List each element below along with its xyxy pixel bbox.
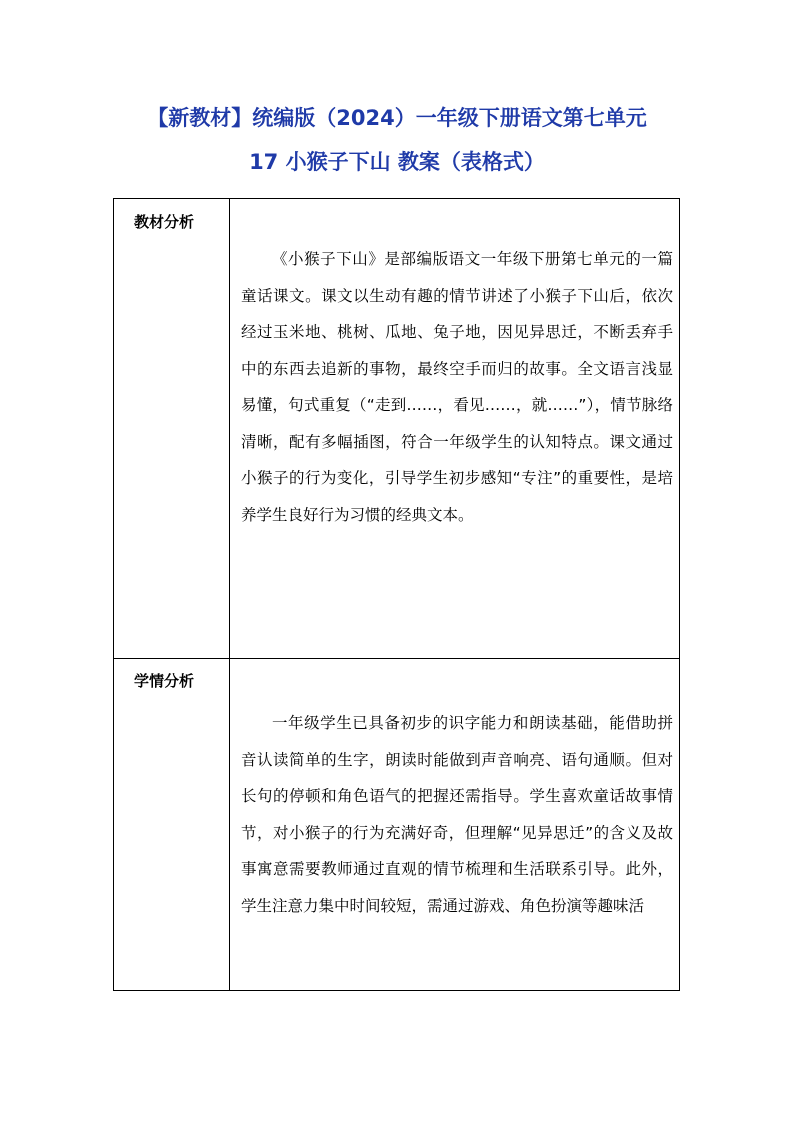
- row-label-student-analysis: 学情分析: [134, 672, 195, 690]
- document-title-line1: 【新教材】统编版（2024）一年级下册语文第七单元: [147, 106, 647, 130]
- lesson-plan-table: [113, 198, 680, 991]
- row-label-textbook-analysis: 教材分析: [134, 213, 195, 231]
- row-content-clip: [230, 659, 680, 991]
- document-title-line2: 17 小猴子下山 教案（表格式）: [249, 150, 545, 174]
- row-content-student-analysis: 一年级学生已具备初步的识字能力和朗读基础，能借助拼音认读简单的生字，朗读时能做到声音响亮、语句通顺。但对长句的停顿和角色语气的把握还需指导。学生喜欢童话故事情节，对小猴子的行为充满好奇，但理解“见异思迁”的含义及故事寓意需要教师通过直观的情节梳理和生活联系引导。此外，学生注意力集中时间较短，需通过游戏、角色扮演等趣味活: [241, 714, 673, 915]
- row-content-textbook-analysis: 《小猴子下山》是部编版语文一年级下册第七单元的一篇童话课文。课文以生动有趣的情节讲述了小猴子下山后，依次经过玉米地、桃树、瓜地、兔子地，因见异思迁，不断丢弃手中的东西去追新的事物，最终空手而归的故事。全文语言浅显易懂，句式重复（“走到……，看见……，就……”），情节脉络清晰，配有多幅插图，符合一年级学生的认知特点。课文通过小猴子的行为变化，引导学生初步感知“专注”的重要性，是培养学生良好行为习惯的经典文本。: [241, 250, 673, 524]
